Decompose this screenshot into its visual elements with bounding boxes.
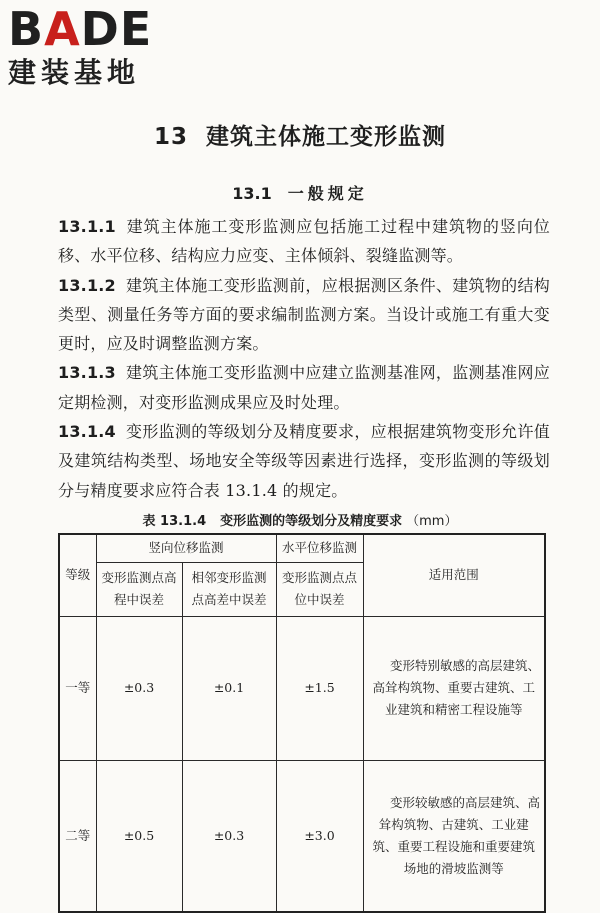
- cell-horizontal-position-error: ±1.5: [276, 616, 363, 760]
- clauses-body: [58, 212, 550, 505]
- cell-scope: 变形特别敏感的高层建筑、高耸构筑物、重要古建筑、工业建筑和精密工程设施等: [363, 616, 545, 760]
- table-header-row: [59, 534, 545, 562]
- table-caption-title: 变形监测的等级划分及精度要求: [220, 514, 403, 529]
- clause: [58, 271, 550, 359]
- cell-grade: 一等: [59, 616, 96, 760]
- header-scope: 适用范围: [363, 534, 545, 616]
- clause-text: 建筑主体施工变形监测前，应根据测区条件、建筑物的结构类型、测量任务等方面的要求编制监测方案。当设计或施工有重大变更时，应及时调整监测方案。: [58, 275, 550, 354]
- clause-number: 13.1.4: [58, 422, 116, 442]
- cell-vertical-difference-error: ±0.3: [182, 760, 276, 912]
- table-row: [59, 760, 545, 912]
- header-grade: 等级: [59, 534, 96, 616]
- cell-horizontal-position-error: ±3.0: [276, 760, 363, 912]
- cell-scope: 变形较敏感的高层建筑、高耸构筑物、古建筑、工业建筑、重要工程设施和重要建筑场地的滑坡监测等: [363, 760, 545, 912]
- logo-subtitle: 建装基地: [8, 56, 141, 89]
- section-number: 13.1: [232, 184, 272, 203]
- cell-grade: 二等: [59, 760, 96, 912]
- header-horizontal-col1: 变形监测点点位中误差: [276, 562, 363, 616]
- clause-text: 建筑主体施工变形监测中应建立监测基准网，监测基准网应定期检测，对变形监测成果应及时处理。: [58, 363, 550, 412]
- table-caption-number: 表 13.1.4: [142, 514, 207, 529]
- cell-vertical-elevation-error: ±0.5: [96, 760, 182, 912]
- clause: [58, 212, 550, 271]
- header-horizontal-group: 水平位移监测: [276, 534, 363, 562]
- chapter-number: 13: [153, 124, 188, 150]
- clause: [58, 417, 550, 505]
- clause: [58, 358, 550, 417]
- header-vertical-col1: 变形监测点高程中误差: [96, 562, 182, 616]
- clause-number: 13.1.3: [58, 363, 116, 383]
- brand-logo: [8, 4, 183, 94]
- section-title-text: 一般规定: [287, 184, 368, 203]
- logo-accent-letter: A: [44, 2, 81, 56]
- table-caption-unit: （mm）: [406, 514, 458, 529]
- table-row: [59, 616, 545, 760]
- cell-vertical-difference-error: ±0.1: [182, 616, 276, 760]
- chapter-title-text: 建筑主体施工变形监测: [206, 124, 446, 150]
- logo-wordmark: BADE: [8, 2, 153, 56]
- chapter-title: [0, 118, 600, 151]
- section-title: [0, 181, 600, 204]
- table-caption: [0, 510, 600, 529]
- precision-table: [58, 533, 546, 913]
- header-vertical-group: 竖向位移监测: [96, 534, 276, 562]
- clause-number: 13.1.1: [58, 217, 116, 236]
- clause-number: 13.1.2: [58, 275, 116, 295]
- clause-text: 变形监测的等级划分及精度要求，应根据建筑物变形允许值及建筑结构类型、场地安全等级等因素进行选择，变形监测的等级划分与精度要求应符合表 13.1.4 的规定。: [58, 422, 550, 500]
- cell-vertical-elevation-error: ±0.3: [96, 616, 182, 760]
- clause-text: 建筑主体施工变形监测应包括施工过程中建筑物的竖向位移、水平位移、结构应力应变、主体倾斜、裂缝监测等。: [58, 217, 550, 266]
- header-vertical-col2: 相邻变形监测点高差中误差: [182, 562, 276, 616]
